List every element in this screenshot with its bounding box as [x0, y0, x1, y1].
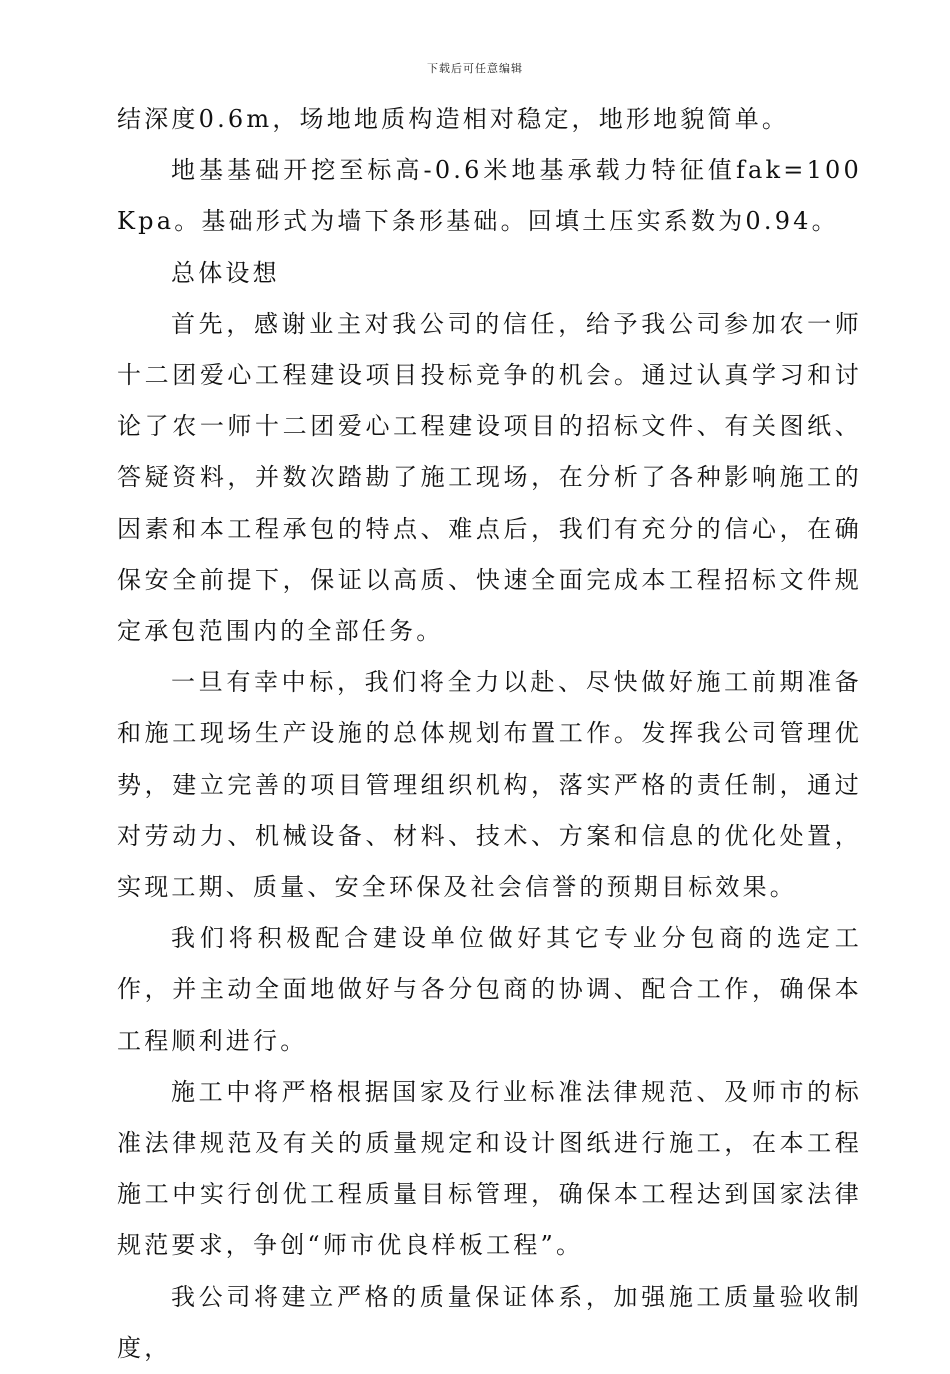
document-body [117, 94, 862, 1374]
paragraph-winning-bid: 一旦有幸中标，我们将全力以赴、尽快做好施工前期准备和施工现场生产设施的总体规划布置工作。发挥我公司管理优势，建立完善的项目管理组织机构，落实严格的责任制，通过对劳动力、机械设备、材料、技术、方案和信息的优化处置，实现工期、质量、安全环保及社会信誉的预期目标效果。 [117, 668, 862, 902]
section-heading-overall-concept: 总体设想 [171, 258, 280, 287]
paragraph-gratitude: 首先，感谢业主对我公司的信任，给予我公司参加农一师十二团爱心工程建设项目投标竞争的机会。通过认真学习和讨论了农一师十二团爱心工程建设项目的招标文件、有关图纸、答疑资料，并数次踏勘了施工现场，在分析了各种影响施工的因素和本工程承包的特点、难点后，我们有充分的信心，在确保安全前提下，保证以高质、快速全面完成本工程招标文件规定承包范围内的全部任务。 [117, 309, 862, 646]
paragraph-standards: 施工中将严格根据国家及行业标准法律规范、及师市的标准法律规范及有关的质量规定和设计图纸进行施工，在本工程施工中实行创优工程质量目标管理，确保本工程达到国家法律规范要求，争创“师市优良样板工程”。 [117, 1077, 862, 1260]
paragraph-subcontractors: 我们将积极配合建设单位做好其它专业分包商的选定工作，并主动全面地做好与各分包商的协调、配合工作，确保本工程顺利进行。 [117, 924, 862, 1055]
paragraph-quality-system: 我公司将建立严格的质量保证体系，加强施工质量验收制度， [117, 1282, 862, 1362]
paragraph-foundation-depth: 结深度0.6m，场地地质构造相对稳定，地形地貌简单。 [117, 105, 790, 133]
page-header: 下载后可任意编辑 [427, 62, 523, 75]
paragraph-foundation-bearing: 地基基础开挖至标高-0.6米地基承载力特征值fak=100Kpa。基础形式为墙下条形基础。回填土压实系数为0.94。 [117, 156, 862, 236]
